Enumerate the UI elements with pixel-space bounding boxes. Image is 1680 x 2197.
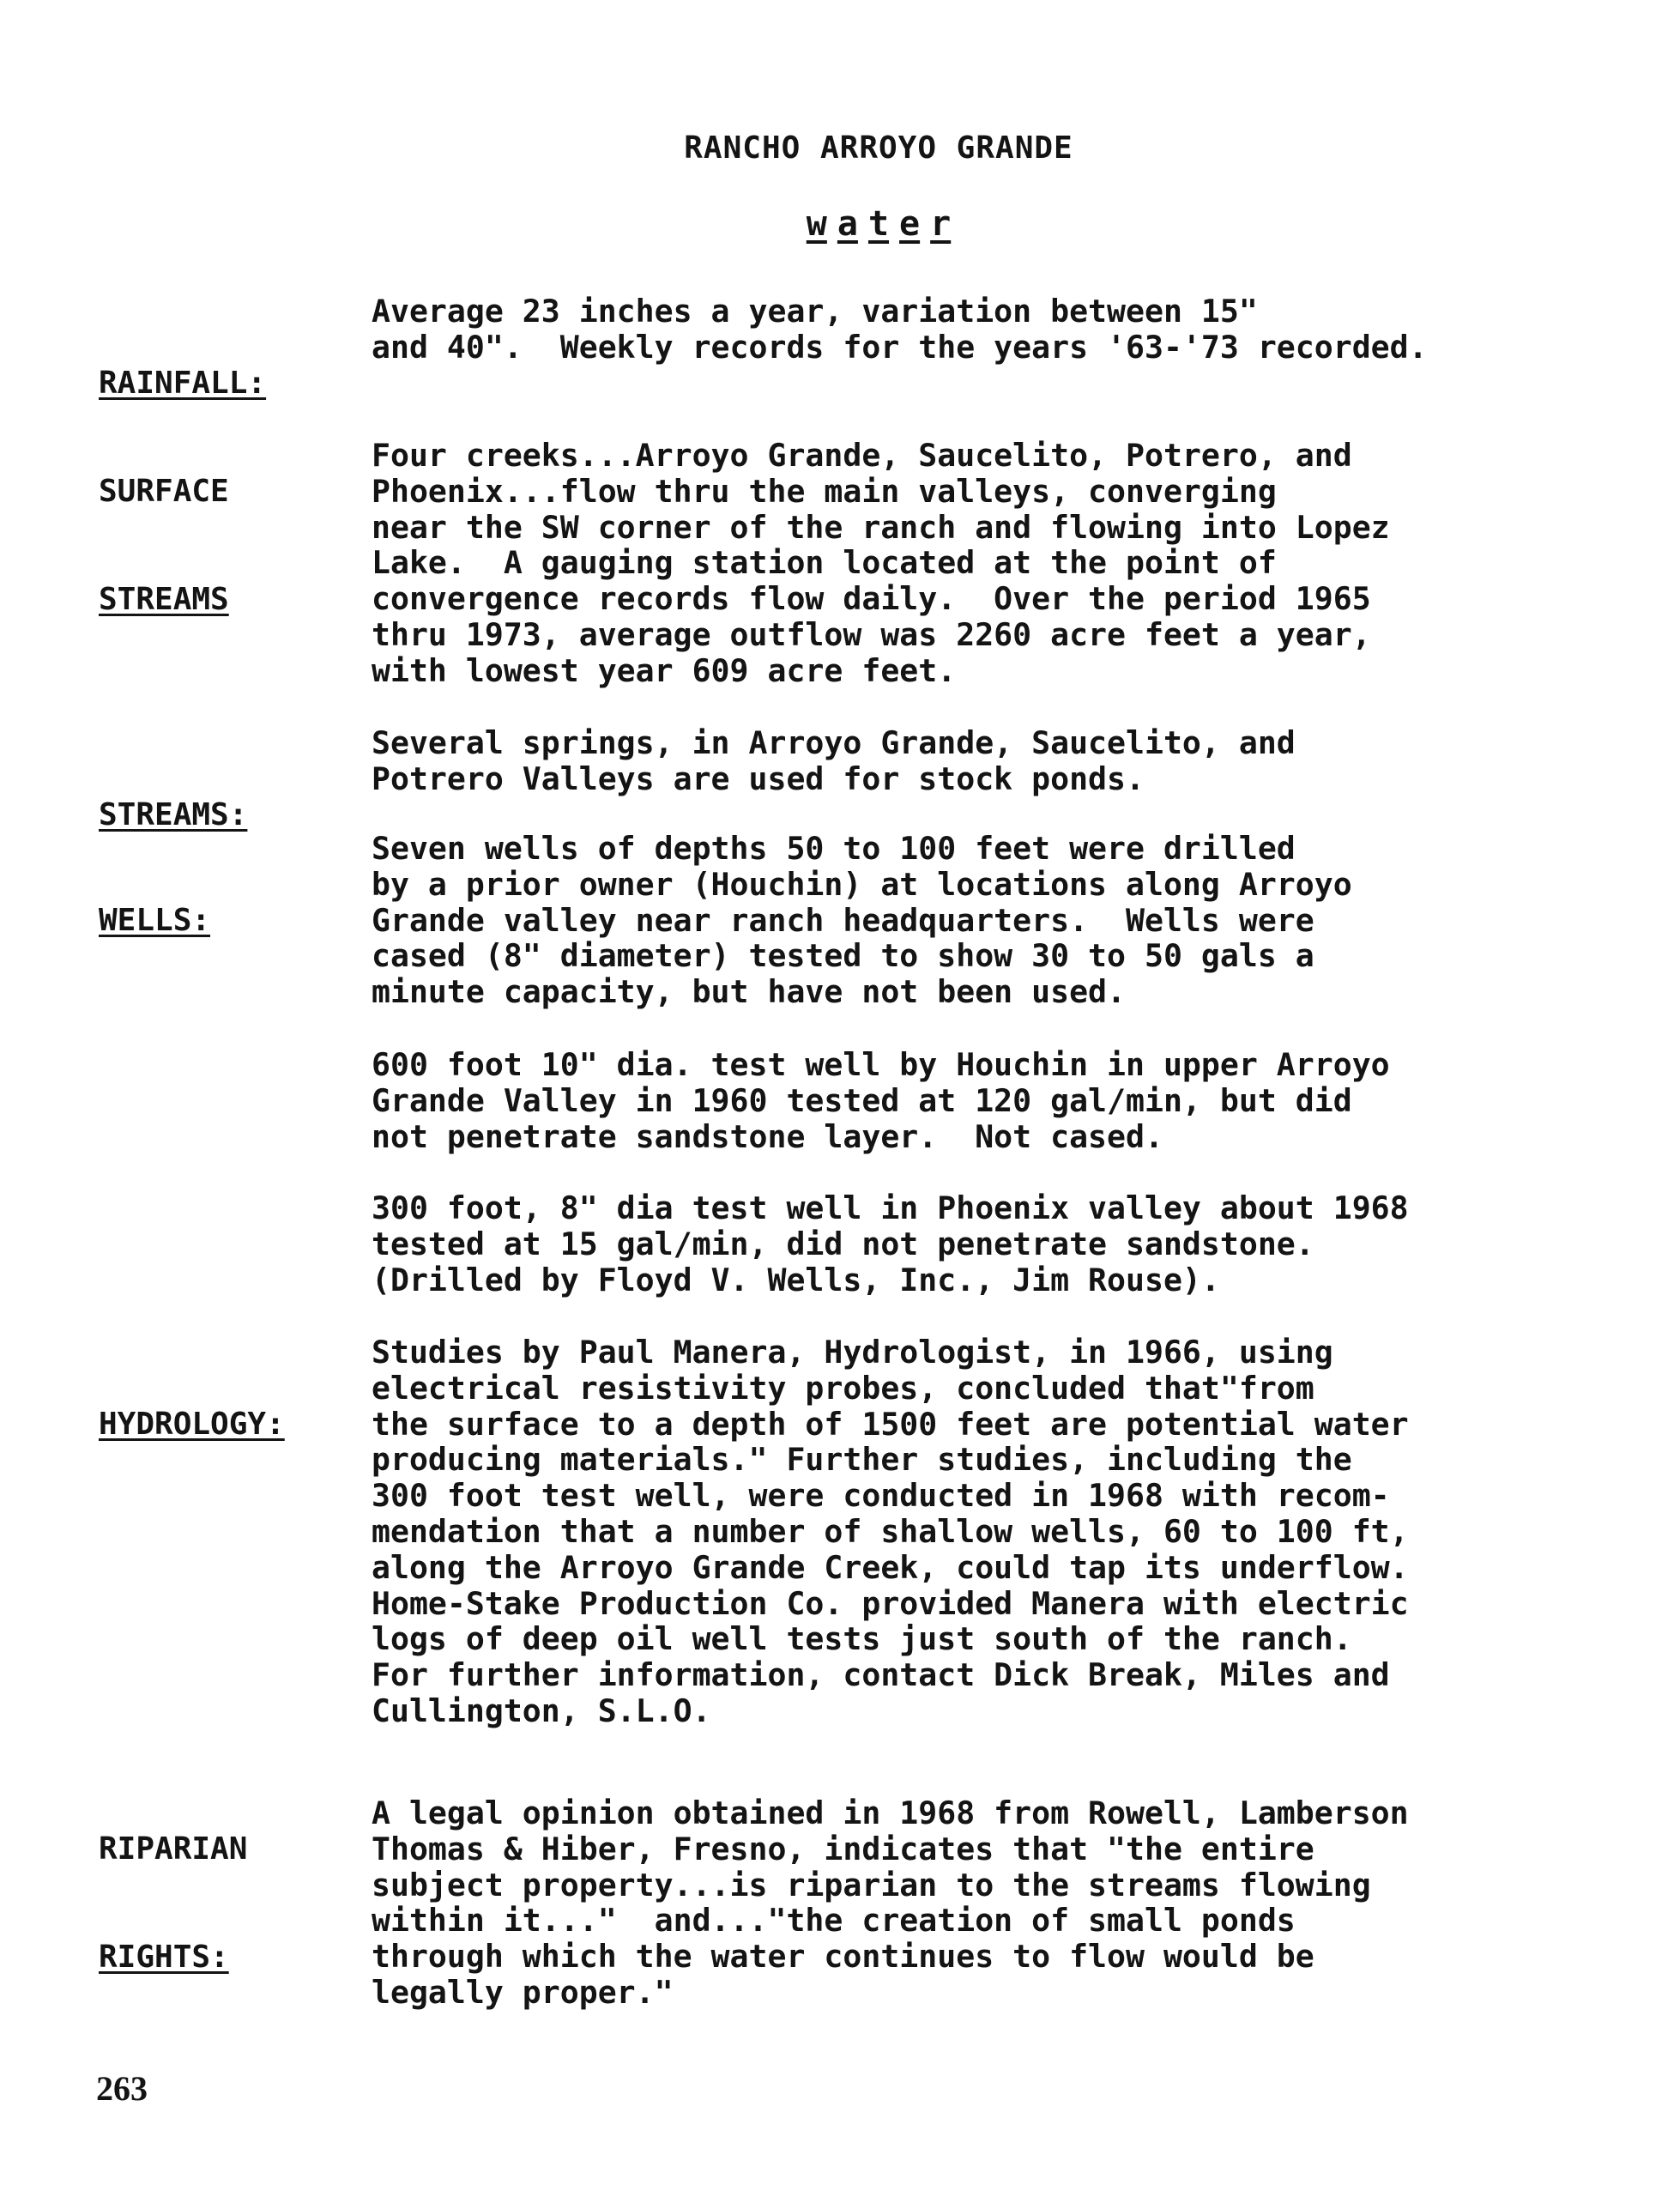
section-text-wells-3: 300 foot, 8" dia test well in Phoenix valley about 1968 tested at 15 gal/min, did not penetrate sandstone. (Drilled by Floyd V. Wells, Inc., Jim Rouse). [372, 1189, 1409, 1298]
label-line: HYDROLOGY: [99, 1407, 285, 1442]
subtitle-letter: e [899, 204, 921, 244]
section-text-hydrology: Studies by Paul Manera, Hydrologist, in 1966, using electrical resistivity probes, concluded that"from the surface to a depth of 1500 feet are potential water producing materials." Further studies, including the 300 foot test well, were conducted in 1968 with recom- mendation that a number of shallow wells, 60 to 100 ft, along the Arroyo Grande Creek, could tap its underflow. Home-Stake Production Co. provided Manera with electric logs of deep oil well tests just south of the ranch. For further information, contact Dick Break, Miles and Cullington, S.L.O. [372, 1334, 1409, 1729]
label-line: SURFACE [99, 474, 229, 509]
page-number: 263 [96, 2069, 148, 2108]
section-label-wells [99, 831, 210, 975]
label-line: RAINFALL: [99, 366, 267, 401]
section-label-hydrology [99, 1335, 285, 1479]
subtitle-letter: r [930, 204, 952, 244]
subtitle-water [0, 204, 1680, 244]
section-text-wells-1: Seven wells of depths 50 to 100 feet were drilled by a prior owner (Houchin) at locations along Arroyo Grande valley near ranch headquarters. Wells were cased (8" diameter) tested to show 30 to 50 gals a minute capacity, but have not been used. [372, 830, 1352, 1011]
page-title: RANCHO ARROYO GRANDE [684, 130, 1073, 166]
subtitle-letter: t [867, 204, 890, 244]
subtitle-letter: a [837, 204, 858, 244]
section-text-riparian-rights: A legal opinion obtained in 1968 from Rowell, Lamberson Thomas & Hiber, Fresno, indicates that "the entire subject property...is riparian to the streams flowing within it..." and..."the creation of small ponds through which the water continues to flow would be legally proper." [372, 1795, 1409, 2011]
label-line: RIPARIAN [99, 1831, 248, 1867]
section-text-surface-streams: Four creeks...Arroyo Grande, Saucelito, Potrero, and Phoenix...flow thru the main valleys, converging near the SW corner of the ranch and flowing into Lopez Lake. A gauging station located at the point of convergence records flow daily. Over the period 1965 thru 1973, average outflow was 2260 acre feet a year, with lowest year 609 acre feet. [372, 437, 1390, 689]
label-line: STREAMS [99, 582, 229, 617]
label-line: RIGHTS: [99, 1940, 229, 1975]
section-label-riparian-rights [99, 1759, 247, 2012]
section-label-surface-streams [99, 402, 229, 654]
section-text-wells-2: 600 foot 10" dia. test well by Houchin in upper Arroyo Grande Valley in 1960 tested at 120 gal/min, but did not penetrate sandstone layer. Not cased. [372, 1046, 1390, 1155]
section-text-streams: Several springs, in Arroyo Grande, Saucelito, and Potrero Valleys are used for stock ponds. [372, 724, 1296, 797]
label-line: WELLS: [99, 903, 211, 938]
section-text-rainfall: Average 23 inches a year, variation between 15" and 40". Weekly records for the years '63-'73 recorded. [372, 293, 1428, 366]
label-line: STREAMS: [99, 797, 248, 832]
subtitle-letter: w [806, 204, 827, 244]
